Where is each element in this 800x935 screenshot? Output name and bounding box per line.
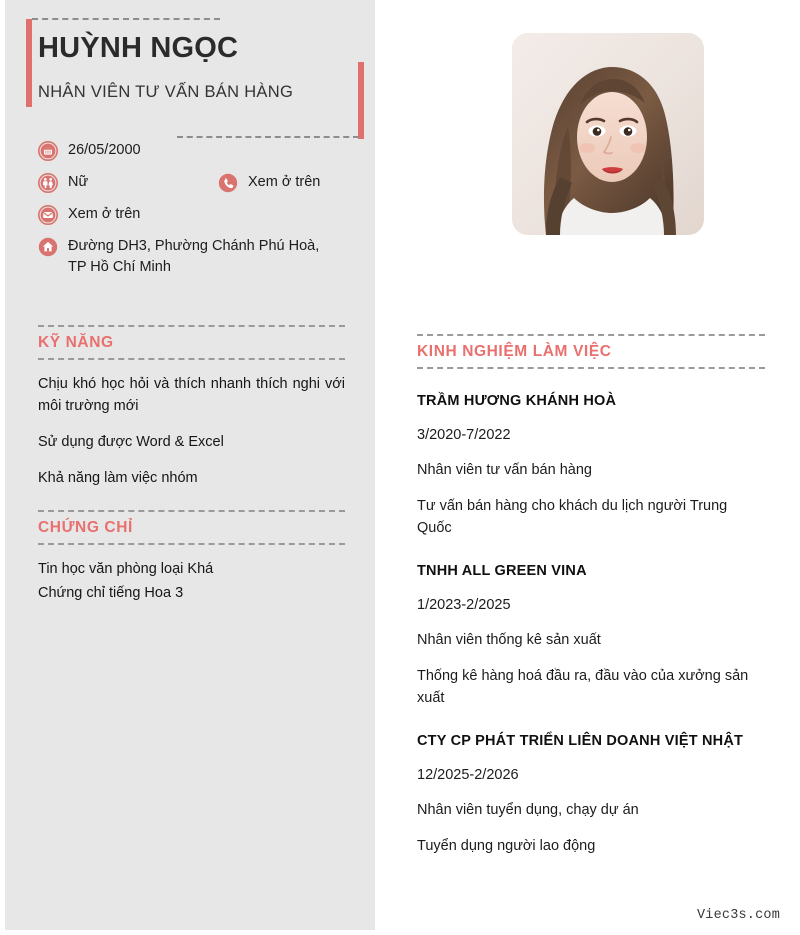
experience-entry [417,561,765,709]
envelope-icon [38,205,58,225]
experience-dates: 3/2020-7/2022 [417,427,511,443]
email-value: Xem ở trên [68,206,141,222]
gender-icon [38,173,58,193]
skills-header [38,325,345,360]
experience-role: Nhân viên thống kê sản xuất [417,632,601,648]
phone-icon [218,173,238,193]
contact-info [38,140,358,288]
profile-photo [512,33,704,235]
experience-company: TRẦM HƯƠNG KHÁNH HOÀ [417,393,617,409]
accent-bar-right [358,62,364,139]
contact-row-email [38,204,358,226]
experience-company: TNHH ALL GREEN VINA [417,563,587,579]
skills-section [38,325,345,489]
calendar-icon [38,141,58,161]
accent-bar-left [26,19,32,107]
list-item: Chứng chỉ tiếng Hoa 3 [38,585,184,601]
skills-list [38,373,345,489]
skills-title: KỸ NĂNG [38,334,114,351]
contact-row-birthdate [38,140,358,162]
experience-description: Thống kê hàng hoá đầu ra, đầu vào của xưởng sản xuất [417,668,749,706]
sidebar [5,0,375,930]
contact-row-gender-phone [38,172,358,194]
candidate-job-title: NHÂN VIÊN TƯ VẤN BÁN HÀNG [38,83,294,101]
certificates-title: CHỨNG CHỈ [38,519,133,536]
certificates-section [38,510,345,606]
list-item: Tin học văn phòng loại Khá [38,561,214,577]
gender-value: Nữ [68,174,89,190]
header-divider-bottom [177,136,359,138]
home-icon [38,237,58,257]
experience-description: Tư vấn bán hàng cho khách du lịch người Trung Quốc [417,498,728,536]
experience-company: CTY CP PHÁT TRIỂN LIÊN DOANH VIỆT NHẬT [417,733,744,749]
address-value: Đường DH3, Phường Chánh Phú Hoà, TP Hồ Chí Minh [68,238,320,275]
experience-header [417,334,765,369]
experience-section [417,334,765,857]
experience-role: Nhân viên tư vấn bán hàng [417,462,592,478]
contact-gender [38,172,176,193]
experience-entry [417,391,765,539]
contact-phone [218,172,320,193]
experience-description: Tuyển dụng người lao động [417,838,596,854]
list-item: Chịu khó học hỏi và thích nhanh thích nghi với môi trường mới [38,376,345,414]
birthdate-value: 26/05/2000 [68,142,141,158]
experience-dates: 12/2025-2/2026 [417,767,519,783]
contact-row-address [38,236,358,278]
phone-value: Xem ở trên [248,174,321,190]
watermark: Viec3s.com [696,908,780,923]
certificates-list [38,558,345,604]
experience-title: KINH NGHIỆM LÀM VIỆC [417,343,612,360]
list-item: Khả năng làm việc nhóm [38,470,198,486]
experience-dates: 1/2023-2/2025 [417,597,511,613]
experience-role: Nhân viên tuyển dụng, chạy dự án [417,802,639,818]
experience-entry [417,731,765,857]
certificates-header [38,510,345,545]
candidate-name: HUỲNH NGỌC [38,32,239,64]
list-item: Sử dụng được Word & Excel [38,434,224,450]
header-divider-top [32,18,220,20]
